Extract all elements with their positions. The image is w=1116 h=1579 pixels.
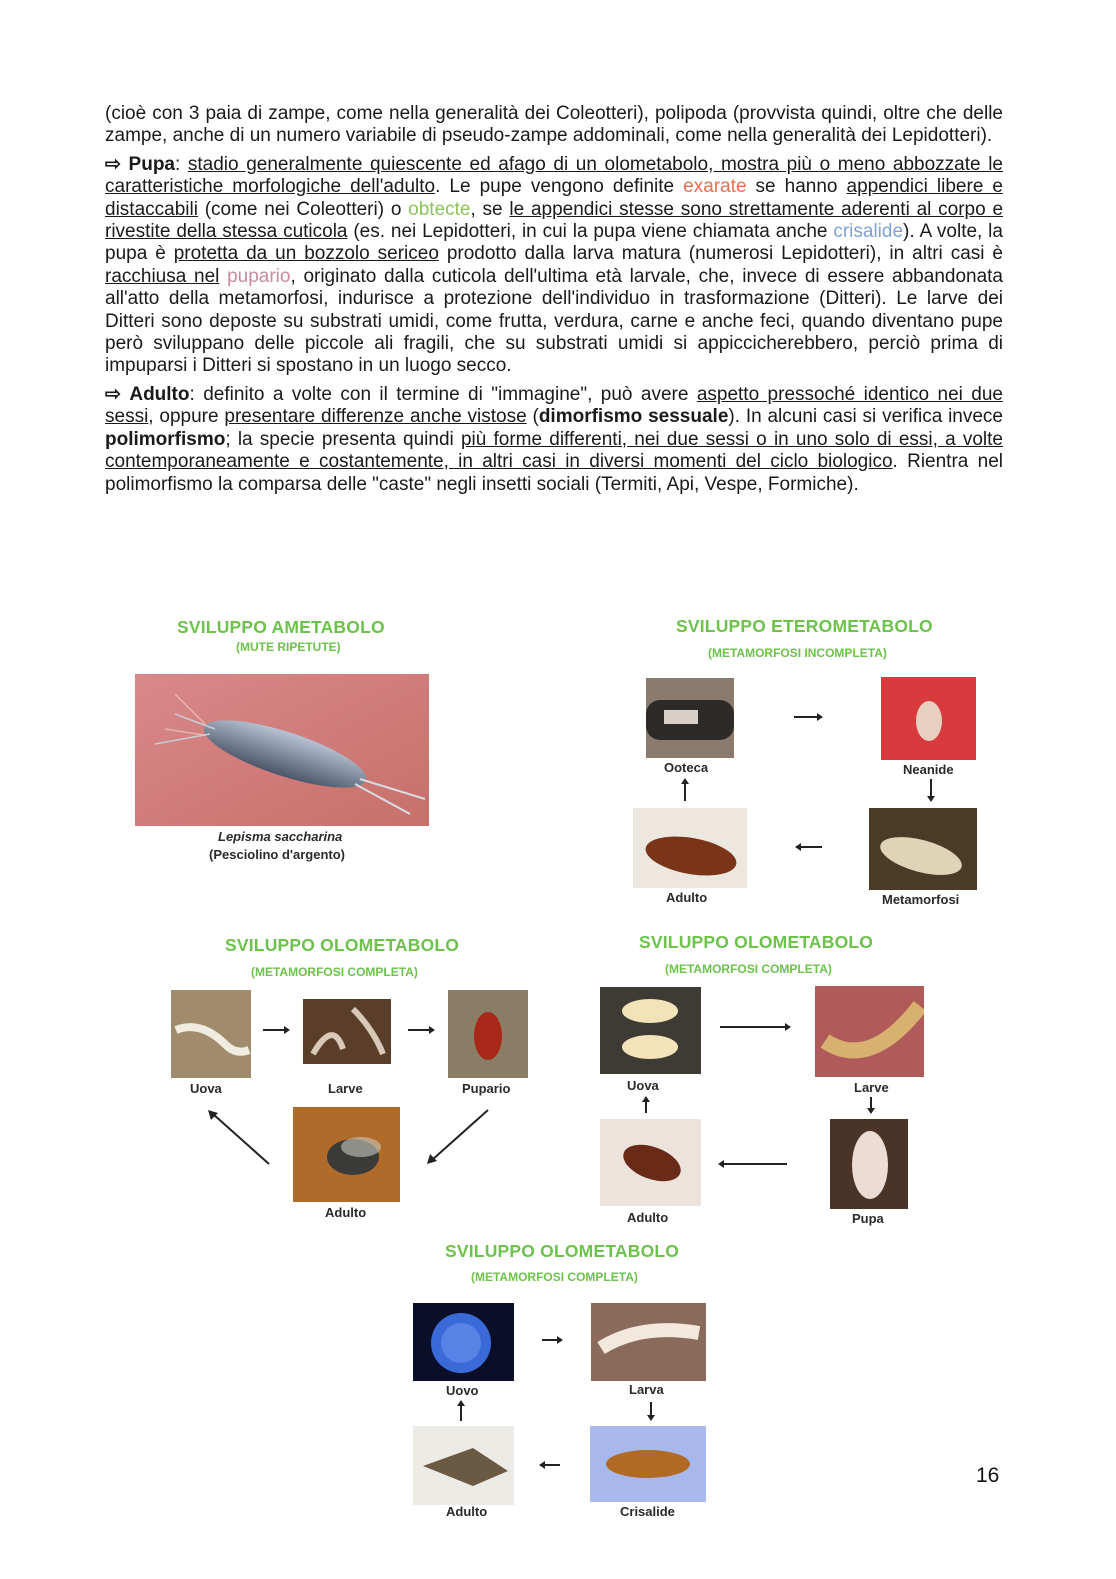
- stage-label: Ooteca: [664, 760, 709, 775]
- arrow-right-icon: [262, 1024, 290, 1036]
- arrow-right-icon: [407, 1024, 435, 1036]
- stage-label: Uovo: [446, 1383, 479, 1398]
- stage-label: Adulto: [627, 1210, 669, 1225]
- arrow-right-icon: [793, 711, 823, 723]
- figure-subtitle: (MUTE RIPETUTE): [236, 640, 341, 654]
- adulto-falena-photo: [413, 1426, 514, 1505]
- figure-subtitle: (METAMORFOSI COMPLETA): [471, 1270, 638, 1284]
- adulto-mosca-photo: [293, 1107, 400, 1202]
- stage-label: Larva: [629, 1382, 664, 1397]
- term-exarate: exarate: [683, 176, 747, 198]
- figure-title: SVILUPPO OLOMETABOLO: [639, 932, 874, 952]
- arrow-down-icon: [925, 778, 937, 802]
- stage-label: Larve: [328, 1081, 363, 1096]
- figure-title: SVILUPPO OLOMETABOLO: [445, 1241, 680, 1261]
- figure-title: SVILUPPO OLOMETABOLO: [225, 935, 460, 955]
- arrow-left-icon: [795, 841, 823, 853]
- paragraph-adulto: ⇨ Adulto: definito a volte con il termine di "immagine", può avere aspetto pressoché identico nei due sessi, oppure presentare differenze anche vistose (dimorfismo sessuale). In alcuni casi si verifica invece polimorfismo; la specie presenta quindi più forme differenti, nei due sessi o in uno solo di essi, a volte contemporaneamente e costantemente, in altri casi in diversi momenti del ciclo biologico. Rientra nel polimorfismo la comparsa delle "caste" negli insetti sociali (Termiti, Api, Vespe, Formiche).: [105, 383, 1004, 495]
- term-obtecte: obtecte: [408, 198, 471, 220]
- arrow-right-icon: [719, 1021, 791, 1033]
- figure-subtitle: (METAMORFOSI COMPLETA): [665, 962, 832, 976]
- species-common-name: (Pesciolino d'argento): [209, 847, 345, 862]
- body-text: [105, 103, 1003, 502]
- uova-photo: [171, 990, 251, 1078]
- larva-photo: [591, 1303, 706, 1381]
- arrow-left-icon: [718, 1158, 788, 1170]
- species-name: Lepisma saccharina: [218, 829, 343, 844]
- term-pupario: pupario: [227, 265, 291, 287]
- arrow-up-icon: [679, 778, 691, 802]
- neanide-photo: [881, 677, 976, 760]
- arrow-down-icon: [645, 1401, 657, 1421]
- figure-subtitle: (METAMORFOSI INCOMPLETA): [708, 646, 887, 660]
- figure-title: SVILUPPO AMETABOLO: [177, 617, 385, 637]
- arrow-bullet-icon: ⇨: [105, 383, 121, 405]
- paragraph-pupa: ⇨ Pupa: stadio generalmente quiescente ed afago di un olometabolo, mostra più o meno abbozzate le caratteristiche morfologiche dell'adulto. Le pupe vengono definite exarate se hanno appendici libere e distaccabili (come nei Coleotteri) o obtecte, se le appendici stesse sono strettamente aderenti al corpo e rivestite della stessa cuticola (es. nei Lepidotteri, in cui la pupa viene chiamata anche crisalide). A volte, la pupa è protetta da un bozzolo sericeo prodotto dalla larva matura (numerosi Lepidotteri), in altri casi è racchiusa nel pupario, originato dalla cuticola dell'ultima età larvale, che, invece di essere abbandonata all'atto della metamorfosi, indurisce a protezione dell'individuo in trasformazione (Ditteri). Le larve dei Ditteri sono deposte su substrati umidi, come frutta, verdura, carne e anche feci, quando diventano pupe però sviluppano delle piccole ali fragili, che su substrati umidi si appiccicherebbero, perciò prima di impuparsi i Ditteri si spostano in un luogo secco.: [105, 153, 1004, 377]
- adulto-photo: [633, 808, 747, 888]
- stage-label: Pupa: [852, 1211, 884, 1226]
- ooteca-photo: [646, 678, 734, 758]
- metamorfosi-photo: [869, 808, 977, 890]
- crisalide-photo: [590, 1426, 706, 1502]
- uovo-photo: [413, 1303, 514, 1381]
- arrow-right-icon: [541, 1334, 563, 1346]
- arrow-up-icon: [640, 1096, 652, 1114]
- arrow-down-icon: [865, 1096, 877, 1114]
- page-number: 16: [976, 1464, 1000, 1487]
- silverfish-photo: [135, 674, 429, 826]
- arrow-up-left-icon: [205, 1108, 271, 1166]
- adulto-coleottero-photo: [600, 1119, 701, 1206]
- larve-photo: [303, 999, 391, 1064]
- stage-label: Crisalide: [620, 1504, 675, 1519]
- stage-label: Neanide: [903, 762, 954, 777]
- uova-photo: [600, 987, 701, 1074]
- term-crisalide: crisalide: [833, 221, 904, 243]
- paragraph-larva-types: (cioè con 3 paia di zampe, come nella generalità dei Coleotteri), polipoda (provvista quindi, oltre che delle zampe, anche di un numero variabile di pseudo-zampe addominali, come nella generalità dei Lepidotteri).: [105, 103, 1003, 147]
- stage-label: Adulto: [446, 1504, 488, 1519]
- arrow-left-icon: [539, 1459, 561, 1471]
- stage-label: Larve: [854, 1080, 889, 1095]
- pupa-photo: [830, 1119, 908, 1209]
- figure-subtitle: (METAMORFOSI COMPLETA): [251, 965, 418, 979]
- arrow-up-icon: [455, 1400, 467, 1422]
- stage-label: Adulto: [666, 890, 708, 905]
- figure-title: SVILUPPO ETEROMETABOLO: [676, 616, 933, 636]
- larve-photo: [815, 986, 924, 1077]
- pupario-photo: [448, 990, 528, 1078]
- stage-label: Pupario: [462, 1081, 511, 1096]
- arrow-down-left-icon: [424, 1108, 490, 1166]
- term-pupa: Pupa: [128, 153, 175, 175]
- stage-label: Adulto: [325, 1205, 367, 1220]
- stage-label: Uova: [627, 1078, 659, 1093]
- stage-label: Metamorfosi: [882, 892, 960, 907]
- term-adulto: Adulto: [129, 383, 190, 405]
- arrow-bullet-icon: ⇨: [105, 153, 121, 175]
- stage-label: Uova: [190, 1081, 222, 1096]
